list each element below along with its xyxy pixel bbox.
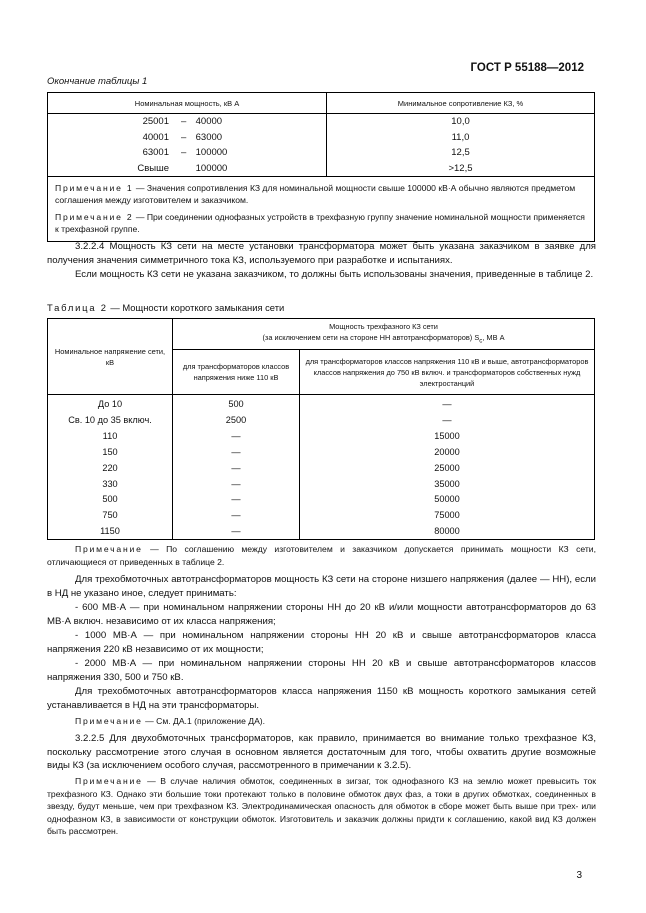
note-da <box>47 715 596 728</box>
paragraph-3-2-2-5: 3.2.2.5 Для двухобмоточных трансформаторов, как правило, принимается во внимание только трехфазное КЗ, поскольку рассмотрение этого случая в основном является достаточным для того, чтобы охватить другие возможные виды КЗ (за исключением особого случая, рассмотренного в примечании к 3.2.5). <box>47 733 596 771</box>
power-low-cell: 2500 <box>173 413 300 429</box>
caption-text: — Мощности короткого замыкания сети <box>107 302 285 313</box>
power-low-cell: — <box>173 476 300 492</box>
standard-header: ГОСТ Р 55188—2012 <box>470 62 584 74</box>
table-row <box>48 395 595 413</box>
caption-label: Таблица 2 <box>47 302 108 313</box>
note-label: Примечание 2 <box>55 212 134 222</box>
note-text: — Значения сопротивления КЗ для номинальной мощности свыше 100000 кВ·А обычно являются предметом соглашения между изготовителем и заказчиком. <box>55 183 576 205</box>
table-row <box>48 476 595 492</box>
range-sep: – <box>180 147 187 159</box>
range-from: Свыше <box>137 162 169 174</box>
resistance-value: 11,0 <box>327 130 595 146</box>
bullet-600: - 600 МВ·А — при номинальном напряжении стороны НН до 20 кВ и/или мощности автотрансформаторов до 63 МВ·А включ. независимо от их класса напряжения; <box>47 602 596 627</box>
table1 <box>47 92 595 242</box>
note-label: Примечание <box>75 776 143 786</box>
page-number: 3 <box>576 870 582 881</box>
power-high-cell: 15000 <box>300 428 595 444</box>
voltage-cell: 220 <box>48 460 173 476</box>
table1-continuation-label: Окончание таблицы 1 <box>47 76 148 87</box>
power-header-unit: , МВ А <box>482 333 505 343</box>
table2-sub-110-and-above: для трансформаторов классов напряжения 110 кВ и выше, автотрансформаторов классов напряжения до 750 кВ включ. и трансформаторов собственных нужд электростанций <box>300 350 595 395</box>
range-from: 25001 <box>142 116 169 128</box>
voltage-cell: До 10 <box>48 395 173 413</box>
paragraph-1150: Для трехобмоточных автотрансформаторов класса напряжения 1150 кВ мощность короткого замыкания сетей устанавливается в НД на эти трансформаторы. <box>47 686 596 711</box>
range-from: 63001 <box>142 147 169 159</box>
table1-col-resistance: Минимальное сопротивление КЗ, % <box>327 93 595 114</box>
table1-note2 <box>48 209 595 242</box>
range-to: 63000 <box>195 131 223 143</box>
power-low-cell: — <box>173 460 300 476</box>
table-row <box>48 428 595 444</box>
table2 <box>47 318 595 540</box>
power-high-cell: — <box>300 395 595 413</box>
voltage-cell: 1150 <box>48 523 173 539</box>
voltage-cell: 330 <box>48 476 173 492</box>
paragraph-if-not-specified: Если мощность КЗ сети не указана заказчиком, то должны быть использованы значения, приведенные в таблице 2. <box>75 269 594 280</box>
power-low-cell: — <box>173 491 300 507</box>
range-to: 40000 <box>195 116 223 128</box>
paragraph-3-2-2-4: 3.2.2.4 Мощность КЗ сети на месте установки трансформатора может быть указана заказчиком в заявке для получения значения симметричного тока КЗ, используемого при разработке и испытаниях. <box>47 241 596 266</box>
power-high-cell: 75000 <box>300 507 595 523</box>
table-row <box>48 444 595 460</box>
range-sep: – <box>180 131 187 143</box>
table2-col-power <box>173 319 595 350</box>
bullet-2000: - 2000 МВ·А — при номинальном напряжении стороны НН 20 кВ и свыше автотрансформаторов классов напряжения 330, 500 и 750 кВ. <box>47 658 596 683</box>
resistance-value: 10,0 <box>327 114 595 130</box>
table-row <box>48 507 595 523</box>
range-sep: – <box>180 116 187 128</box>
power-low-cell: — <box>173 507 300 523</box>
table2-note <box>47 543 596 568</box>
note-zigzag <box>47 775 596 838</box>
note-text: — По соглашению между изготовителем и заказчиком допускается принимать мощности КЗ сети, отличающиеся от приведенных в таблице 2. <box>47 544 596 567</box>
range-to: 100000 <box>195 147 228 159</box>
power-header-line1: Мощность трехфазного КЗ сети <box>329 322 438 332</box>
table1-note1 <box>48 177 595 210</box>
table-row <box>48 130 595 146</box>
range-to: 100000 <box>195 162 228 174</box>
voltage-cell: 500 <box>48 491 173 507</box>
paragraph-three-winding: Для трехобмоточных автотрансформаторов мощность КЗ сети на стороне низшего напряжения (далее — НН), если в НД не указано иное, следует принимать: <box>47 574 596 599</box>
table-row <box>48 145 595 161</box>
power-high-cell: 25000 <box>300 460 595 476</box>
resistance-value: >12,5 <box>327 161 595 177</box>
table1-col-power: Номинальная мощность, кВ А <box>48 93 327 114</box>
voltage-cell: 110 <box>48 428 173 444</box>
table-row <box>48 413 595 429</box>
power-header-sub: с <box>479 337 483 345</box>
range-from: 40001 <box>142 131 169 143</box>
power-low-cell: — <box>173 444 300 460</box>
power-high-cell: 80000 <box>300 523 595 539</box>
resistance-value: 12,5 <box>327 145 595 161</box>
power-high-cell: — <box>300 413 595 429</box>
voltage-cell: 150 <box>48 444 173 460</box>
power-low-cell: 500 <box>173 395 300 413</box>
power-header-line2: (за исключением сети на стороне НН автотрансформаторов) S <box>262 333 480 343</box>
power-high-cell: 35000 <box>300 476 595 492</box>
table2-caption <box>47 302 284 313</box>
table-row <box>48 161 595 177</box>
note-label: Примечание <box>75 544 143 554</box>
voltage-cell: 750 <box>48 507 173 523</box>
note-label: Примечание 1 <box>55 183 134 193</box>
table2-sub-below-110: для трансформаторов классов напряжения ниже 110 кВ <box>173 350 300 395</box>
note-text: — При соединении однофазных устройств в трехфазную группу значение номинальной мощности применяется к трехфазной группе. <box>55 212 585 234</box>
table2-col-voltage: Номинальное напряжение сети, кВ <box>48 319 173 395</box>
voltage-cell: Св. 10 до 35 включ. <box>48 413 173 429</box>
power-high-cell: 20000 <box>300 444 595 460</box>
table-row <box>48 491 595 507</box>
table-row <box>48 114 595 130</box>
power-low-cell: — <box>173 523 300 539</box>
table-row <box>48 460 595 476</box>
note-text: — В случае наличия обмоток, соединенных в зигзаг, ток однофазного КЗ на землю может превысить ток трехфазного КЗ. Однако эти большие токи протекают только в половине обмоток двух фаз, а токи в других обмотках, соединенных в звезду, будут меньше, чем при трехфазном КЗ. Электродинамическая опасность для обмоток в сборе может быть выше при трех- или однофазном КЗ, в зависимости от конструкции обмоток. Изготовитель и заказчик должны придти к соглашению, какой вид КЗ должен быть рассмотрен. <box>47 776 596 836</box>
table-row <box>48 523 595 539</box>
power-low-cell: — <box>173 428 300 444</box>
note-label: Примечание <box>75 716 143 726</box>
bullet-1000: - 1000 МВ·А — при номинальном напряжении стороны НН 20 кВ и свыше автотрансформаторов класса напряжения 220 кВ независимо от их мощности; <box>47 630 596 655</box>
note-text: — См. ДА.1 (приложение ДА). <box>142 716 266 726</box>
power-high-cell: 50000 <box>300 491 595 507</box>
